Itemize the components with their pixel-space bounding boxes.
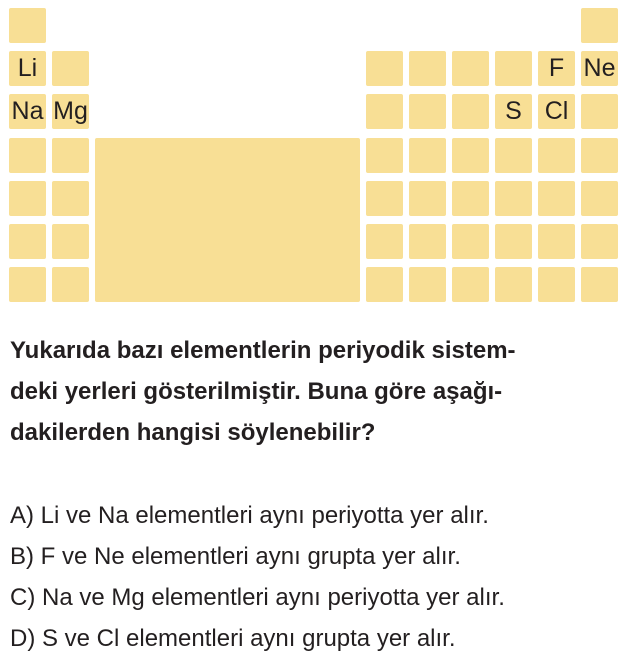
element-cell: [452, 267, 489, 302]
element-cell: [52, 267, 89, 302]
question-text: [10, 330, 620, 453]
element-cell: [9, 8, 46, 43]
element-cell: [409, 267, 446, 302]
element-cell: [366, 138, 403, 173]
element-cell: [366, 224, 403, 259]
element-cell-cl: Cl: [538, 94, 575, 129]
element-cell: [366, 181, 403, 216]
element-cell: [452, 51, 489, 86]
element-cell: [538, 224, 575, 259]
element-cell-f: F: [538, 51, 575, 86]
element-cell: [581, 224, 618, 259]
option-b[interactable]: B) F ve Ne elementleri aynı grupta yer alır.: [10, 543, 461, 570]
question-line: Yukarıda bazı elementlerin periyodik sistem-: [10, 337, 516, 364]
element-cell: [9, 267, 46, 302]
element-cell: [366, 94, 403, 129]
question-line: dakilerden hangisi söylenebilir?: [10, 419, 376, 446]
element-cell: [452, 224, 489, 259]
element-cell: [52, 224, 89, 259]
element-cell: [538, 181, 575, 216]
element-cell: [538, 267, 575, 302]
element-cell: [52, 138, 89, 173]
element-cell: [495, 267, 532, 302]
element-cell: [581, 8, 618, 43]
element-cell: [366, 267, 403, 302]
element-cell: [52, 51, 89, 86]
element-cell: [452, 94, 489, 129]
element-cell: [495, 181, 532, 216]
element-cell: [409, 181, 446, 216]
element-cell: [52, 181, 89, 216]
option-d[interactable]: D) S ve Cl elementleri aynı grupta yer alır.: [10, 625, 456, 652]
element-cell: [495, 138, 532, 173]
element-cell-mg: Mg: [52, 94, 89, 129]
element-cell: [9, 181, 46, 216]
element-cell: [366, 51, 403, 86]
element-cell: [581, 181, 618, 216]
element-cell: [9, 138, 46, 173]
element-cell-s: S: [495, 94, 532, 129]
option-a[interactable]: A) Li ve Na elementleri aynı periyotta yer alır.: [10, 502, 489, 529]
element-cell: [452, 181, 489, 216]
transition-metals-block: [95, 138, 360, 302]
element-cell-li: Li: [9, 51, 46, 86]
element-cell-ne: Ne: [581, 51, 618, 86]
element-cell: [409, 94, 446, 129]
answer-options: [10, 495, 625, 659]
element-cell: [409, 224, 446, 259]
element-cell: [581, 94, 618, 129]
element-cell: [538, 138, 575, 173]
element-cell: [495, 51, 532, 86]
element-cell: [452, 138, 489, 173]
element-cell: [581, 138, 618, 173]
element-cell: [581, 267, 618, 302]
element-cell: [9, 224, 46, 259]
element-cell-na: Na: [9, 94, 46, 129]
element-cell: [495, 224, 532, 259]
option-c[interactable]: C) Na ve Mg elementleri aynı periyotta yer alır.: [10, 584, 505, 611]
question-line: deki yerleri gösterilmiştir. Buna göre aşağı-: [10, 378, 503, 405]
element-cell: [409, 51, 446, 86]
periodic-table: [0, 0, 627, 310]
element-cell: [409, 138, 446, 173]
